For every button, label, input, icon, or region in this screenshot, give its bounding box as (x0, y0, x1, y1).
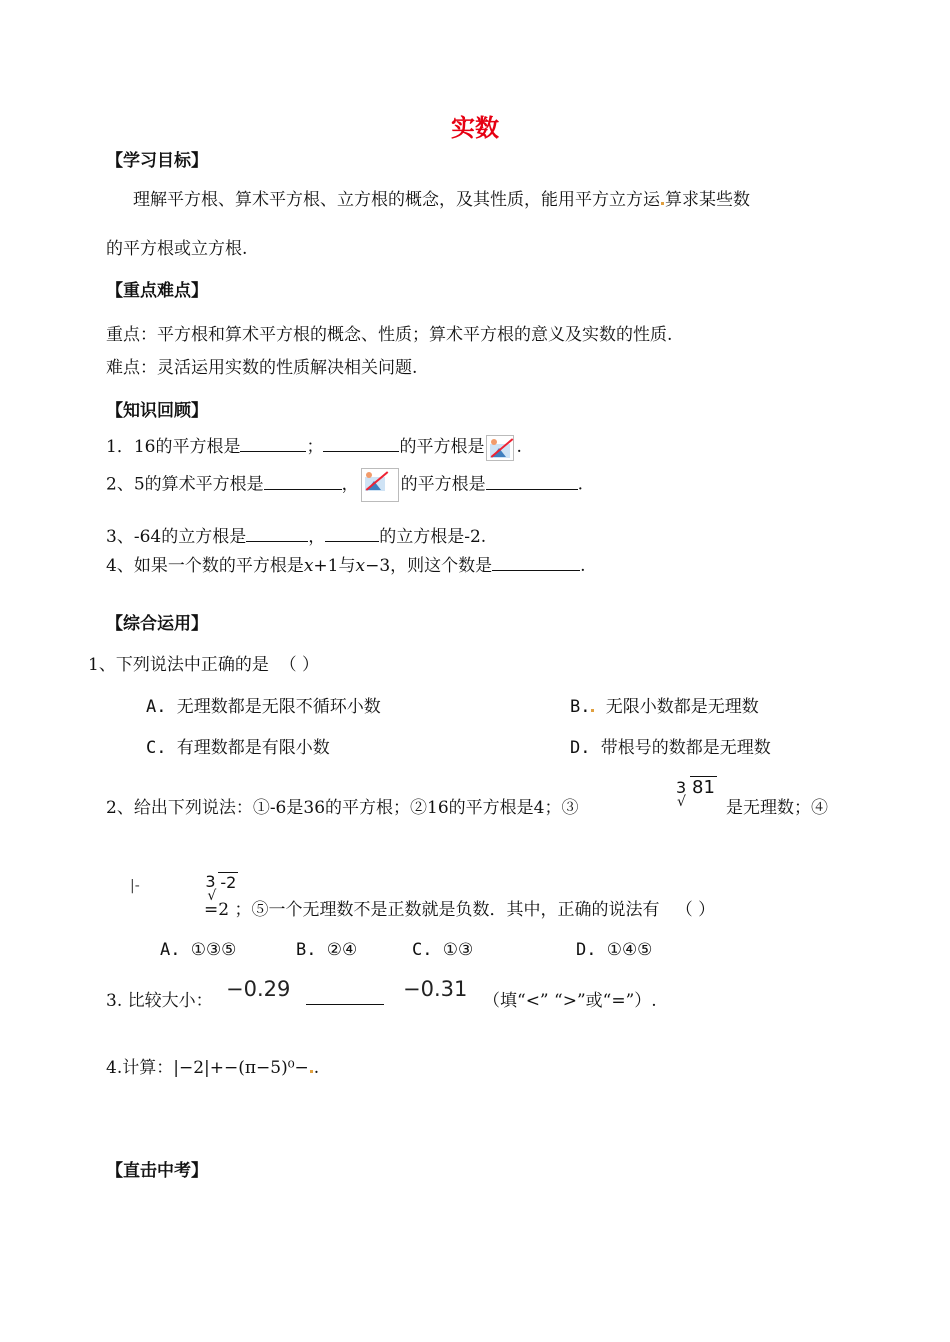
app-q3-blank-wrap (306, 986, 384, 1010)
review-q4-text-a: 4、如果一个数的平方根是 (106, 556, 304, 576)
app-q3-right-value: −0.31 (403, 977, 468, 1001)
app-q1-option-b-letter: B. (570, 697, 591, 717)
section-key-points-heading: 【重点难点】 (106, 281, 208, 301)
app-q3-label: 3. 比较大小： (106, 991, 213, 1011)
review-q1-text-b: ； (306, 437, 324, 457)
app-q2-line2 (204, 895, 715, 920)
answer-blank[interactable] (492, 552, 580, 571)
app-q2-line1 (106, 793, 578, 818)
application-question-1 (88, 650, 319, 675)
review-q3-text-a: 3、 (106, 527, 134, 547)
review-question-1 (106, 432, 522, 461)
answer-blank[interactable] (306, 986, 384, 1005)
review-q4-text-c: +1与 (313, 556, 356, 576)
key-points-key: 重点：平方根和算术平方根的概念、性质；算术平方根的意义及实数的性质. (106, 325, 673, 345)
key-points-difficult: 难点：灵活运用实数的性质解决相关问题. (106, 358, 418, 378)
page-title: 实数 (451, 114, 499, 142)
review-question-2 (106, 468, 583, 502)
stray-mark-icon (591, 709, 594, 712)
app-q4: 4.计算：|−2|+−(π−5)⁰− . (106, 1058, 320, 1078)
review-q4-text-e: −3，则这个数是 (365, 556, 493, 576)
objectives-line2: 的平方根或立方根. (106, 239, 248, 259)
abs-bar-lead: |- (130, 878, 140, 894)
objectives-line1 (133, 185, 750, 210)
broken-image-icon (361, 468, 399, 502)
app-q3-instruction: （填“<” “>”或“=”）. (483, 991, 657, 1011)
app-q1-option-c[interactable]: C. 有理数都是有限小数 (146, 738, 330, 758)
app-q1-option-b[interactable] (570, 692, 759, 717)
app-q1-option-b-text: 无限小数都是无理数 (605, 697, 759, 717)
review-q2-text-a: 2、5的算术平方根是 (106, 474, 264, 495)
radical-sign-icon: √ (207, 888, 217, 904)
review-q3-text-b: -64的立方根是 (133, 527, 247, 547)
app-q4-text: 4.计算：|−2|+−(π−5)⁰− (106, 1058, 309, 1078)
app-q2-option-a[interactable]: A. ①③⑤ (160, 940, 237, 960)
objectives-text-b: 算求某些数 (665, 190, 750, 210)
app-q2-option-d[interactable]: D. ①④⑤ (576, 940, 653, 960)
review-q4-text-f: . (580, 556, 586, 576)
review-q3-text-d: 的立方根是 (379, 527, 465, 547)
radicand: -2 (220, 873, 237, 892)
review-q1-text-d: . (516, 437, 522, 457)
objectives-text-a: 理解平方根、算术平方根、立方根的概念，及其性质，能用平方立方运 (133, 190, 660, 210)
answer-blank[interactable] (486, 471, 578, 490)
review-q2-text-d: . (577, 474, 584, 495)
answer-blank[interactable] (246, 523, 308, 542)
answer-blank[interactable] (240, 433, 306, 452)
answer-paren[interactable]: （ ） (675, 900, 716, 920)
review-q2-text-c: 的平方根是 (400, 474, 486, 495)
section-application-heading: 【综合运用】 (106, 614, 208, 634)
radicand: 81 (692, 777, 715, 798)
stray-mark-icon (661, 202, 664, 205)
app-q2-option-b[interactable]: B. ②④ (296, 940, 358, 960)
radical-sign-icon: √ (677, 794, 686, 810)
cube-root-81 (676, 772, 722, 812)
app-q2-text-c: =2 ；⑤一个无理数不是正数就是负数．其中，正确的说法有 (204, 900, 660, 920)
radical-index: 3 (205, 872, 216, 891)
review-question-3 (106, 522, 486, 547)
answer-paren[interactable]: （ ） (279, 655, 320, 675)
variable-x: x (303, 556, 314, 576)
review-q1-text-c: 的平方根是 (399, 437, 485, 457)
section-review-heading: 【知识回顾】 (106, 401, 208, 421)
section-objectives-heading: 【学习目标】 (106, 151, 208, 171)
section-exam-heading: 【直击中考】 (106, 1161, 208, 1181)
review-question-4 (106, 551, 586, 576)
review-q2-text-b: ， (341, 474, 359, 495)
variable-x: x (355, 556, 366, 576)
radical-index: 3 (676, 778, 687, 797)
stray-mark-icon (310, 1070, 313, 1073)
broken-image-icon (486, 435, 514, 461)
app-q3-left-value: −0.29 (226, 977, 291, 1001)
app-q2-text-a: 2、给出下列说法：①-6是36的平方根；②16的平方根是4；③ (106, 798, 579, 818)
review-q3-text-e: -2. (464, 527, 487, 547)
app-q1-stem: 1、下列说法中正确的是 (88, 655, 269, 675)
review-q3-text-c: ， (308, 527, 326, 547)
app-q2-text-b: 是无理数；④ (726, 798, 828, 818)
answer-blank[interactable] (264, 471, 342, 490)
answer-blank[interactable] (323, 433, 399, 452)
review-q1-text-a: 1．16的平方根是 (106, 437, 241, 457)
app-q2-option-c[interactable]: C. ①③ (412, 940, 474, 960)
app-q1-option-a[interactable]: A. 无理数都是无限不循环小数 (146, 697, 381, 717)
app-q1-option-d[interactable]: D. 带根号的数都是无理数 (570, 738, 771, 758)
answer-blank[interactable] (325, 523, 379, 542)
